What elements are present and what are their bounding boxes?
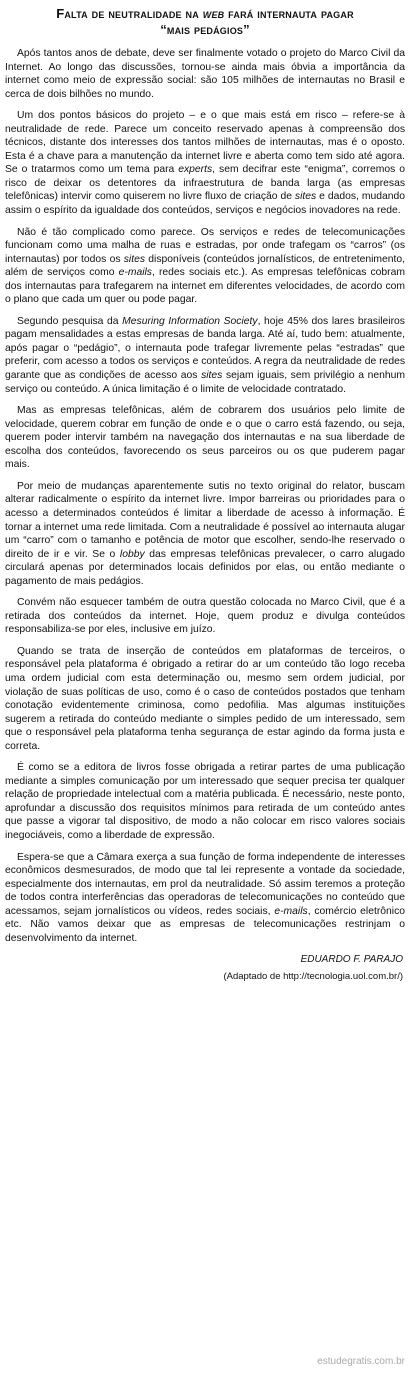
paragraph: Espera-se que a Câmara exerça a sua função de forma independente de interesses econômicos desmesurados, de modo que tal lei represente a vontade da sociedade, especialmente dos internautas, em prol da neutralidade. Só assim teremos a proteção de todos contra interferências das operadoras de telecomunicações no conteúdo que acessamos, sejam jornalísticos ou vídeos, redes sociais, e-mails, comércio eletrônico etc. Não vamos deixar que as empresas de telecomunicações restrinjam o desenvolvimento da internet. xyxy=(5,851,406,944)
paragraph: Um dos pontos básicos do projeto – e o que mais está em risco – refere-se à neutralidade de rede. Parece um conceito reservado apenas à compreensão dos técnicos, distante dos interesses dos tantos milhões de internautas, mas é o oposto. Esta é a chave para a manutenção da internet livre e aberta como tem sido até agora. Se o tratarmos como um tema para experts, sem decifrar este “enigma”, corremos o risco de deixar os detentores da infraestrutura de banda larga (as empresas telefônicas) intervir como quiserem no livre fluxo de criação de sites e dados, mudando assim o espírito da igualdade dos conteúdos, serviços e negócios inovadores na rede. xyxy=(5,110,405,217)
site-watermark: estudegratis.com.br xyxy=(317,1356,405,1367)
paragraph: Por meio de mudanças aparentemente sutis no texto original do relator, buscam alterar radicalmente o espírito da internet livre. Impor barreiras ou prioridades para o acesso a determinados conteúdos é limitar a liberdade de acesso à informação. É tornar a internet uma rede limitada. Com a neutralidade é possível ao internauta alugar um “carro” com o tamanho e potência de motor que escolher, sendo-lhe reservado o direito de ir e vir. Se o lobby das empresas telefônicas prevalecer, o carro alugado circulará apenas por determinados locais definidos por elas, ou então mediante o pagamento de mais pedágios. xyxy=(5,480,405,587)
article-title xyxy=(5,6,405,38)
paragraph: Convém não esquecer também de outra questão colocada no Marco Civil, que é a retirada dos conteúdos da internet. Hoje, quem produz e divulga conteúdos responsabiliza-se por eles, inclusive em juízo. xyxy=(5,597,405,636)
article-author: EDUARDO F. PARAJO xyxy=(300,954,403,966)
article-title-line-2: “mais pedágios” xyxy=(160,22,250,37)
paragraph: Não é tão complicado como parece. Os serviços e redes de telecomunicações funcionam como uma malha de ruas e estradas, por onde trafegam os “carros” (os internautas) por todos os sites disponíveis (conteúdos jornalísticos, de entretenimento, além de serviços como e-mails, redes sociais etc.). As empresas telefônicas cobram dos internautas para trafegarem na internet em diferentes velocidades, de acordo com o plano que cada um quer ou pode pagar. xyxy=(5,226,406,306)
article-source: (Adaptado de http://tecnologia.uol.com.br/) xyxy=(223,971,403,983)
paragraph: Mas as empresas telefônicas, além de cobrarem dos usuários pelo limite de velocidade, querem cobrar em função de onde e o que o carro está fazendo, ou seja, querem poder intervir também na navegação dos internautas e na sua liberdade de escolha dos conteúdos, favorecendo os seus parceiros ou os que puderem pagar mais. xyxy=(5,405,405,471)
paragraph: Após tantos anos de debate, deve ser finalmente votado o projeto do Marco Civil da Internet. Ao longo das discussões, tornou-se ainda mais óbvia a importância da internet como meio de expressão social: são 105 milhões de internautas no Brasil e cerca de dois bilhões no mundo. xyxy=(5,48,405,100)
paragraph: Quando se trata de inserção de conteúdos em plataformas de terceiros, o responsável pela plataforma é obrigado a retirar do ar um conteúdo tão logo receba uma ordem judicial com esta determinação ou, mesmo sem ordem judicial, por violação de suas políticas de uso, como é o caso de conteúdos postados que tenham conotação evidentemente criminosa, como pedofilia. Mas algumas instituições sugerem a retirada do conteúdo mediante o simples pedido de um interessado, sem que o responsável pela plataforma tenha segurança de estar agindo da forma justa e correta. xyxy=(5,645,405,752)
article-body xyxy=(5,47,405,945)
paragraph: É como se a editora de livros fosse obrigada a retirar partes de uma publicação mediante a simples comunicação por um interessado que sequer precisa ter qualquer relação de propriedade intelectual com a matéria publicada. É necessário, neste ponto, aprofundar a discussão dos requisitos mínimos para retirada de um conteúdo antes que passe a vigorar tal dispositivo, de modo a não colocar em risco valores sociais inegociáveis, como a liberdade de expressão. xyxy=(5,762,405,841)
paragraph: Segundo pesquisa da Mesuring Information Society, hoje 45% dos lares brasileiros pagam mensalidades a estas empresas de banda larga. Até aí, tudo bem: atualmente, após pagar o “pedágio”, o internauta pode trafegar livremente pelas “estradas” que preferir, com acesso a todos os serviços e conteúdos. A regra da neutralidade de redes garante que as condições de acesso aos sites sejam iguais, sem privilégio a nenhum serviço ou conteúdo. A única limitação é o limite de velocidade contratado. xyxy=(5,315,406,395)
article-title-line-1: Falta de neutralidade na web fará internauta pagar xyxy=(56,6,354,21)
